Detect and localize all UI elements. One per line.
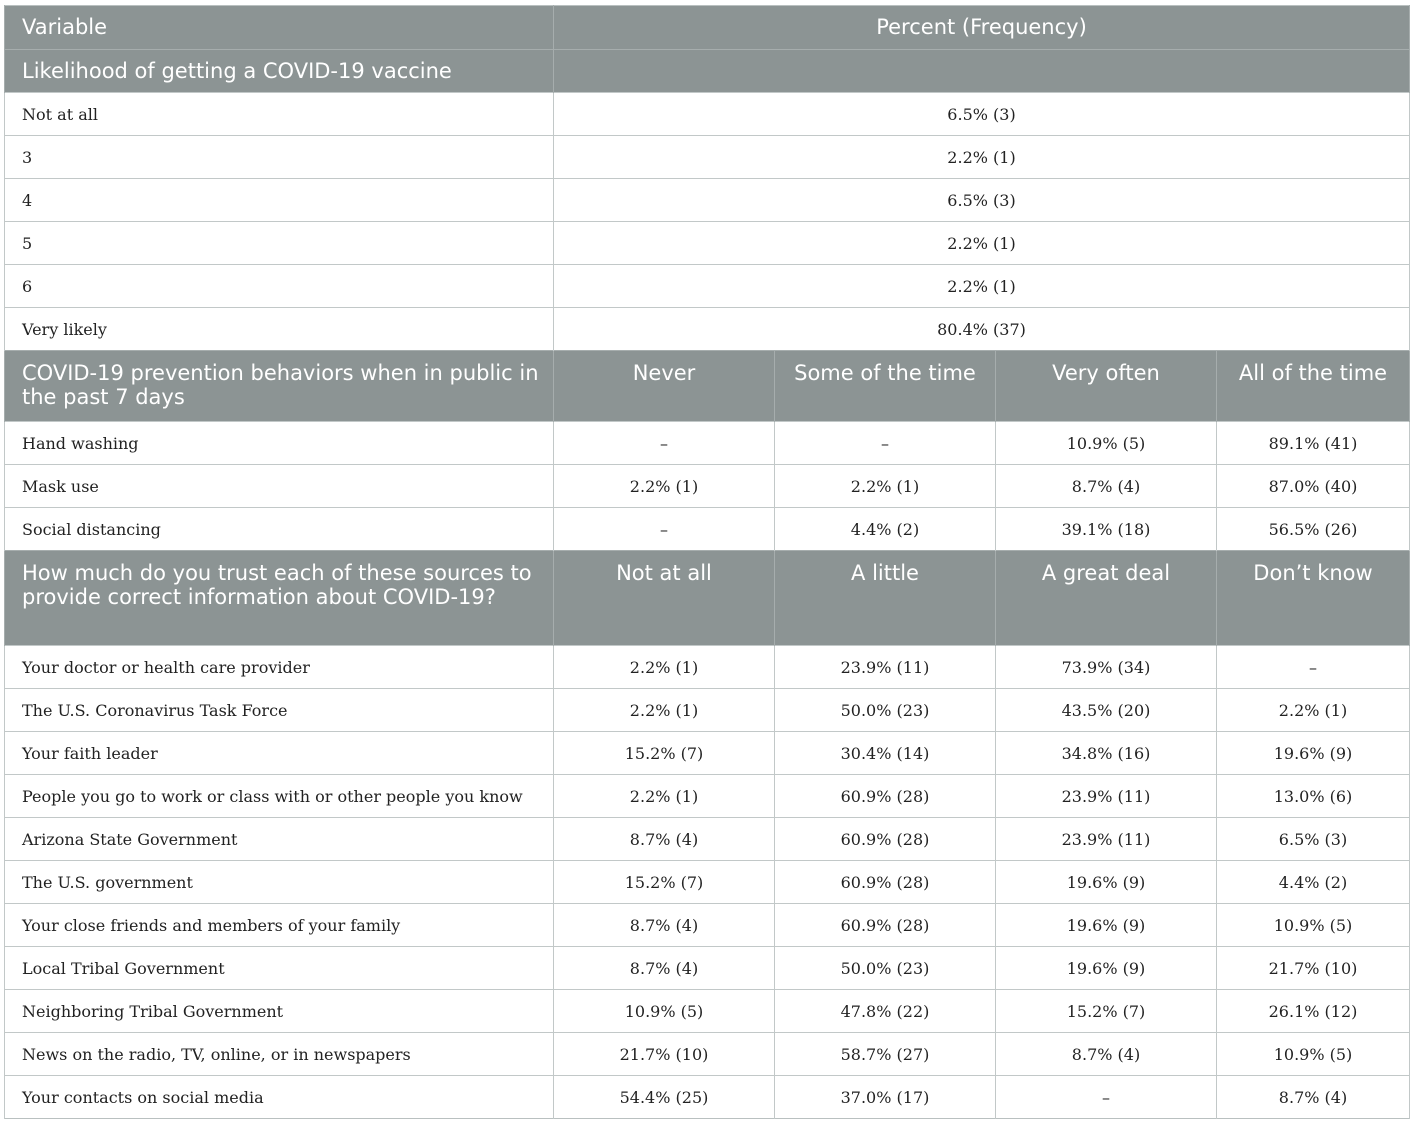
cell: 10.9% (5) xyxy=(1217,904,1410,947)
cell: 2.2% (1) xyxy=(1217,689,1410,732)
table-row xyxy=(5,508,1410,551)
column-header: A great deal xyxy=(996,551,1217,646)
vaccine-section-title: Likelihood of getting a COVID-19 vaccine xyxy=(5,50,554,93)
cell: 10.9% (5) xyxy=(996,422,1217,465)
cell: 19.6% (9) xyxy=(996,904,1217,947)
row-label: Local Tribal Government xyxy=(5,947,554,990)
cell: 89.1% (41) xyxy=(1217,422,1410,465)
prevention-section-title: COVID-19 prevention behaviors when in public in the past 7 days xyxy=(5,351,554,422)
row-value: 2.2% (1) xyxy=(554,222,1410,265)
cell: 15.2% (7) xyxy=(996,990,1217,1033)
cell: 8.7% (4) xyxy=(554,947,775,990)
cell: 58.7% (27) xyxy=(775,1033,996,1076)
cell: 60.9% (28) xyxy=(775,904,996,947)
row-label: Your close friends and members of your family xyxy=(5,904,554,947)
cell: 23.9% (11) xyxy=(996,818,1217,861)
column-header: Don’t know xyxy=(1217,551,1410,646)
row-label: Your contacts on social media xyxy=(5,1076,554,1119)
table-row xyxy=(5,136,1410,179)
cell: 60.9% (28) xyxy=(775,775,996,818)
percent-header: Percent (Frequency) xyxy=(554,6,1410,50)
trust-section-title: How much do you trust each of these sources to provide correct information about COVID-19? xyxy=(5,551,554,646)
row-label: Not at all xyxy=(5,93,554,136)
cell: 60.9% (28) xyxy=(775,861,996,904)
column-header: A little xyxy=(775,551,996,646)
cell: 15.2% (7) xyxy=(554,732,775,775)
table-header-row xyxy=(5,6,1410,50)
cell: – xyxy=(1217,646,1410,689)
table-row xyxy=(5,1033,1410,1076)
cell: 15.2% (7) xyxy=(554,861,775,904)
row-label: Very likely xyxy=(5,308,554,351)
table-row xyxy=(5,308,1410,351)
cell: 73.9% (34) xyxy=(996,646,1217,689)
cell: 60.9% (28) xyxy=(775,818,996,861)
table-row xyxy=(5,93,1410,136)
row-label: 4 xyxy=(5,179,554,222)
trust-section-header xyxy=(5,551,1410,646)
cell: 10.9% (5) xyxy=(1217,1033,1410,1076)
cell: 21.7% (10) xyxy=(1217,947,1410,990)
cell: 37.0% (17) xyxy=(775,1076,996,1119)
table-row xyxy=(5,818,1410,861)
cell: 8.7% (4) xyxy=(554,818,775,861)
cell: 21.7% (10) xyxy=(554,1033,775,1076)
table-row xyxy=(5,422,1410,465)
vaccine-section-header xyxy=(5,50,1410,93)
column-header: Some of the time xyxy=(775,351,996,422)
cell: 23.9% (11) xyxy=(996,775,1217,818)
cell: 2.2% (1) xyxy=(775,465,996,508)
column-header: Very often xyxy=(996,351,1217,422)
cell: 50.0% (23) xyxy=(775,689,996,732)
cell: 87.0% (40) xyxy=(1217,465,1410,508)
cell: 19.6% (9) xyxy=(1217,732,1410,775)
row-label: 3 xyxy=(5,136,554,179)
cell: 30.4% (14) xyxy=(775,732,996,775)
table-row xyxy=(5,646,1410,689)
cell: – xyxy=(775,422,996,465)
row-label: The U.S. government xyxy=(5,861,554,904)
cell: 56.5% (26) xyxy=(1217,508,1410,551)
table-row xyxy=(5,732,1410,775)
table-row xyxy=(5,265,1410,308)
cell: – xyxy=(554,508,775,551)
table-row xyxy=(5,465,1410,508)
table-row xyxy=(5,775,1410,818)
table-row xyxy=(5,947,1410,990)
cell: 50.0% (23) xyxy=(775,947,996,990)
column-header: All of the time xyxy=(1217,351,1410,422)
table-row xyxy=(5,861,1410,904)
row-label: Your doctor or health care provider xyxy=(5,646,554,689)
table-row xyxy=(5,689,1410,732)
cell: 34.8% (16) xyxy=(996,732,1217,775)
cell: 8.7% (4) xyxy=(996,465,1217,508)
cell: – xyxy=(996,1076,1217,1119)
cell: 8.7% (4) xyxy=(554,904,775,947)
row-label: People you go to work or class with or other people you know xyxy=(5,775,554,818)
cell: 26.1% (12) xyxy=(1217,990,1410,1033)
cell: 10.9% (5) xyxy=(554,990,775,1033)
cell: 54.4% (25) xyxy=(554,1076,775,1119)
variable-header: Variable xyxy=(5,6,554,50)
row-label: The U.S. Coronavirus Task Force xyxy=(5,689,554,732)
table-row xyxy=(5,179,1410,222)
row-label: Neighboring Tribal Government xyxy=(5,990,554,1033)
results-table xyxy=(4,5,1410,1119)
cell: 19.6% (9) xyxy=(996,947,1217,990)
cell: – xyxy=(554,422,775,465)
table-row xyxy=(5,222,1410,265)
cell: 47.8% (22) xyxy=(775,990,996,1033)
cell: 8.7% (4) xyxy=(1217,1076,1410,1119)
row-value: 6.5% (3) xyxy=(554,93,1410,136)
row-value: 2.2% (1) xyxy=(554,265,1410,308)
cell: 19.6% (9) xyxy=(996,861,1217,904)
cell: 2.2% (1) xyxy=(554,689,775,732)
row-label: Mask use xyxy=(5,465,554,508)
table-row xyxy=(5,990,1410,1033)
column-header: Never xyxy=(554,351,775,422)
row-value: 2.2% (1) xyxy=(554,136,1410,179)
row-value: 6.5% (3) xyxy=(554,179,1410,222)
cell: 6.5% (3) xyxy=(1217,818,1410,861)
cell: 8.7% (4) xyxy=(996,1033,1217,1076)
row-label: 5 xyxy=(5,222,554,265)
row-label: Hand washing xyxy=(5,422,554,465)
row-label: Social distancing xyxy=(5,508,554,551)
row-label: Arizona State Government xyxy=(5,818,554,861)
cell: 43.5% (20) xyxy=(996,689,1217,732)
table-row xyxy=(5,1076,1410,1119)
column-header: Not at all xyxy=(554,551,775,646)
row-value: 80.4% (37) xyxy=(554,308,1410,351)
cell: 2.2% (1) xyxy=(554,646,775,689)
cell: 4.4% (2) xyxy=(1217,861,1410,904)
cell: 2.2% (1) xyxy=(554,465,775,508)
table-row xyxy=(5,904,1410,947)
row-label: 6 xyxy=(5,265,554,308)
cell: 39.1% (18) xyxy=(996,508,1217,551)
row-label: Your faith leader xyxy=(5,732,554,775)
cell: 23.9% (11) xyxy=(775,646,996,689)
cell: 2.2% (1) xyxy=(554,775,775,818)
cell: 13.0% (6) xyxy=(1217,775,1410,818)
row-label: News on the radio, TV, online, or in newspapers xyxy=(5,1033,554,1076)
cell: 4.4% (2) xyxy=(775,508,996,551)
prevention-section-header xyxy=(5,351,1410,422)
